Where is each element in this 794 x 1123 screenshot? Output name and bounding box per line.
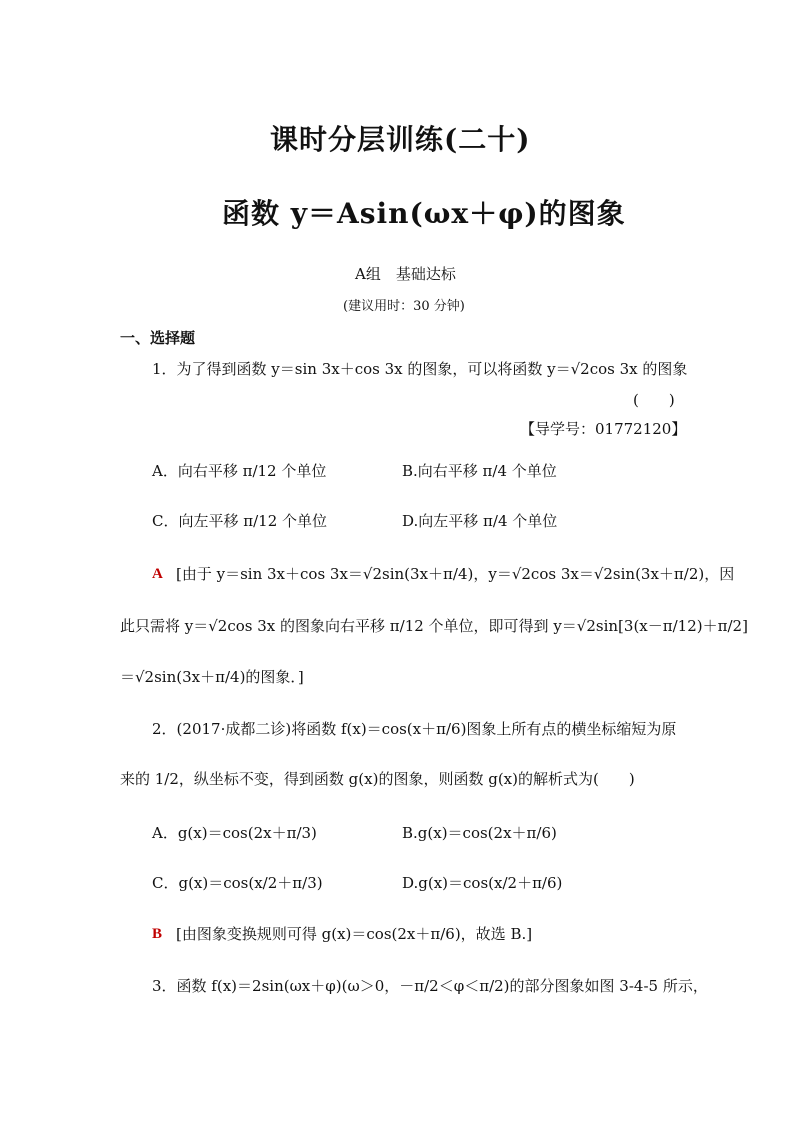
q2-explanation: [由图象变换规则可得 g(x)＝cos(2x＋π/6)，故选 B.] — [176, 925, 533, 943]
q1-explanation-2: 此只需将 y＝√2cos 3x 的图象向右平移 π/12 个单位，即可得到 y＝√2sin[3(x－π/12)＋π/2] — [120, 617, 748, 635]
q2-option-a: A．g(x)＝cos(2x＋π/3) — [152, 824, 317, 842]
time-note: (建议用时：30 分钟) — [343, 299, 465, 314]
page-subtitle: 函数 y＝Asin(ωx＋φ)的图象 — [222, 197, 626, 230]
q1-answer: A — [152, 566, 163, 582]
q2-option-d: D.g(x)＝cos(x/2＋π/6) — [402, 874, 563, 892]
q1-option-c: C．向左平移 π/12 个单位 — [152, 512, 328, 530]
q1-option-d: D.向左平移 π/4 个单位 — [402, 512, 558, 530]
page-title: 课时分层训练(二十) — [270, 123, 531, 156]
q1-option-b: B.向右平移 π/4 个单位 — [402, 462, 557, 480]
group-heading: A组 基础达标 — [355, 265, 456, 283]
q2-option-b: B.g(x)＝cos(2x＋π/6) — [402, 824, 557, 842]
q3-stem: 3．函数 f(x)＝2sin(ωx＋φ)(ω＞0，－π/2＜φ＜π/2)的部分图象如图 3-4-5 所示， — [152, 977, 708, 995]
q1-option-a: A．向右平移 π/12 个单位 — [152, 462, 327, 480]
q2-answer: B — [152, 926, 163, 942]
q1-explanation-3: ＝√2sin(3x＋π/4)的图象．] — [120, 668, 304, 686]
q2-option-c: C．g(x)＝cos(x/2＋π/3) — [152, 874, 323, 892]
q1-ref: 【导学号：01772120】 — [520, 420, 687, 438]
q2-stem-2: 来的 1/2，纵坐标不变，得到函数 g(x)的图象，则函数 g(x)的解析式为( ) — [120, 770, 635, 788]
q1-stem: 1．为了得到函数 y＝sin 3x＋cos 3x 的图象，可以将函数 y＝√2cos 3x 的图象 — [152, 360, 688, 378]
q2-stem-1: 2．(2017·成都二诊)将函数 f(x)＝cos(x＋π/6)图象上所有点的横坐标缩短为原 — [152, 720, 677, 738]
q1-explanation-1: [由于 y＝sin 3x＋cos 3x＝√2sin(3x＋π/4)，y＝√2cos 3x＝√2sin(3x＋π/2)，因 — [176, 565, 735, 583]
section-heading: 一、选择题 — [120, 329, 196, 347]
q1-blank: ( ) — [633, 391, 675, 409]
